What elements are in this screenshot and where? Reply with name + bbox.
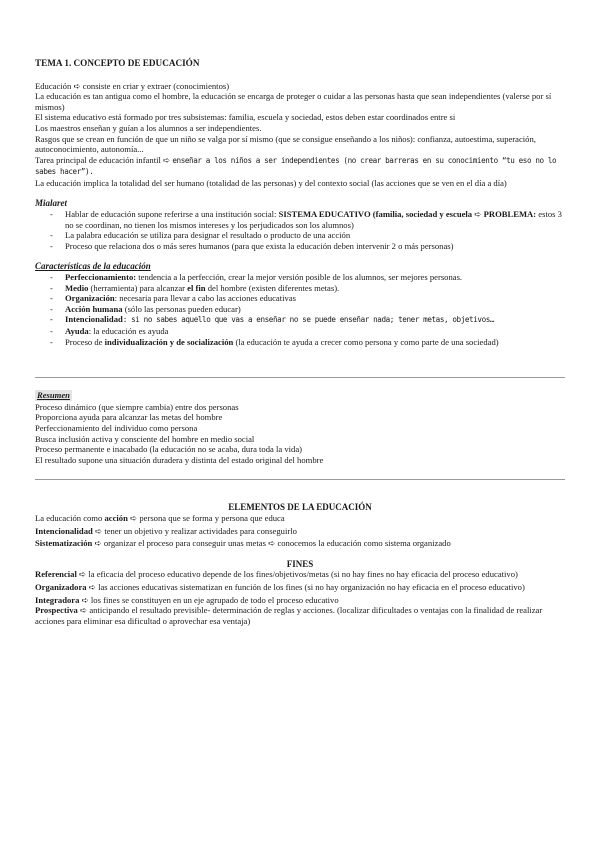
element-key: acción	[104, 513, 128, 523]
summary-line: Proceso permanente e inacabado (la educación no se acaba, dura toda la vida)	[35, 444, 302, 455]
fin-text: las acciones educativas sistematizan en función de los fines (si no hay organización no hay eficacia en el proceso educativo)	[98, 581, 525, 592]
arrow-icon: ➪	[268, 538, 276, 549]
elements-heading: ELEMENTOS DE LA EDUCACIÓN	[228, 502, 372, 513]
arrow-icon: ➪	[474, 209, 482, 220]
element-text: La educación como	[35, 513, 103, 523]
list-item	[35, 209, 565, 230]
item-bold: PROBLEMA:	[483, 209, 537, 220]
arrow-icon: ➪	[130, 513, 138, 523]
element-line	[35, 513, 565, 524]
intro-word: Educación	[35, 80, 72, 91]
item-text: (la educación te ayuda a crecer como persona y como parte de una sociedad)	[235, 336, 499, 347]
element-line	[35, 526, 565, 537]
item-text: tendencia a la perfección, crear la mejor versión posible de los alumnos, ser mejores personas.	[138, 272, 463, 283]
list-item	[35, 314, 565, 326]
intro-line-3: El sistema educativo está formado por tres subsistemas: familia, escuela y sociedad, estos deben estar coordinados entre si	[35, 112, 456, 123]
summary-heading: Resumen	[37, 390, 70, 401]
mialaret-heading: Mialaret	[35, 197, 68, 208]
list-item	[35, 304, 565, 315]
arrow-icon: ➪	[88, 581, 96, 592]
item-text: (herramienta) para alcanzar	[90, 282, 186, 293]
element-text: persona que se forma y persona que educa	[139, 513, 285, 523]
intro-line-2: La educación es tan antigua como el hombre, la educación se encarga de proteger o cuidar a las personas hasta que sean independientes (valerse por sí mismos)	[35, 91, 552, 112]
summary-line: El resultado supone una situación duradera y distinta del estado original del hombre	[35, 454, 324, 465]
item-text: : necesaria para llevar a cabo las acciones educativas	[114, 293, 296, 304]
fin-key: Referencial	[35, 569, 77, 580]
item-handwritten: : si no sabes aquello que vas a enseñar no se puede enseñar nada; tener metas, objetivos…	[122, 315, 495, 325]
fin-text: los fines se constituyen en un eje agrupado de todo el proceso educativo	[90, 594, 339, 605]
element-text: organizar el proceso para conseguir unas metas	[103, 538, 266, 549]
list-item: - La palabra educación se utiliza para designar el resultado o producto de una acción	[35, 230, 565, 241]
characteristics-heading: Características de la educación	[35, 260, 151, 271]
item-key: Ayuda	[65, 326, 89, 337]
item-bold: el fin	[187, 282, 206, 293]
element-key: Sistematización	[35, 538, 93, 549]
list-item	[35, 337, 565, 348]
item-text: del hombre (existen diferentes metas).	[207, 282, 340, 293]
summary-block	[35, 402, 565, 466]
item-key: Medio	[65, 282, 89, 293]
fin-line	[35, 582, 565, 593]
fin-line	[35, 595, 565, 606]
item-bold: individualización y de socialización	[104, 336, 234, 347]
arrow-icon: ➪	[79, 569, 87, 580]
arrow-icon: ➪	[94, 538, 102, 549]
item-text: Hablar de educación supone referirse a una institución social:	[65, 209, 277, 220]
list-item	[35, 326, 565, 337]
arrow-icon: ➪	[94, 525, 103, 536]
mialaret-list	[35, 209, 565, 251]
element-line	[35, 538, 565, 549]
intro-line-1	[35, 81, 565, 92]
fin-text: anticipando el resultado previsible- determinación de reglas y acciones. (localizar dificultades o ventajas con la finalidad de realizar acciones para eliminar esa dificultad o aprovechar esa ventaja)	[35, 605, 543, 626]
summary-line: Proporciona ayuda para alcanzar las metas del hombre	[35, 412, 223, 423]
fin-key: Organizadora	[35, 581, 87, 592]
item-key: Acción humana	[65, 303, 123, 314]
fin-text: la eficacia del proceso educativo depende de los fines/objetivos/metas (si no hay fines no hay eficacia del proceso educativo)	[88, 569, 518, 580]
intro-line-4: Los maestros enseñan y guían a los alumnos a ser independientes.	[35, 122, 262, 133]
task-label: Tarea principal de educación infantil	[35, 154, 161, 165]
arrow-icon: ➪	[79, 605, 88, 616]
characteristics-list	[35, 272, 565, 347]
fin-key: Prospectiva	[35, 605, 78, 616]
intro-line-5: Rasgos que se crean en función de que un niño se valga por sí mismo (que se consigue enseñando a los niños): confianza, autoestima, superación, autoconocimiento, autonomía...	[35, 133, 536, 155]
item-bold: SISTEMA EDUCATIVO (familia, sociedad y escuela	[278, 209, 473, 220]
element-text: conocemos la educación como sistema organizado	[277, 538, 451, 549]
intro-line-6	[35, 155, 565, 178]
summary-line: Busca inclusión activa y consciente del hombre en medio social	[35, 433, 255, 444]
item-key: Intencionalidad	[65, 314, 123, 325]
list-item	[35, 272, 565, 283]
list-item	[35, 283, 565, 294]
list-item	[35, 293, 565, 304]
task-handwritten: enseñar a los niños a ser independientes (no crear barreras en su conocimiento “tu eso no lo sabes hacer”).	[35, 155, 557, 177]
summary-line: Proceso dinámico (que siempre cambia) entre dos personas	[35, 401, 239, 412]
element-key: Intencionalidad	[35, 525, 93, 536]
item-text: Proceso de	[65, 336, 103, 347]
fin-line	[35, 605, 565, 626]
arrow-icon: ➪	[163, 154, 171, 165]
item-text: : la educación es ayuda	[88, 326, 169, 337]
page-title: TEMA 1. CONCEPTO DE EDUCACIÓN	[35, 58, 200, 68]
element-text: tener un objetivo y realizar actividades para conseguirlo	[104, 525, 297, 536]
list-item: - Proceso que relaciona dos o más seres humanos (para que exista la educación deben intervenir 2 o más personas)	[35, 241, 565, 252]
item-key: Organización	[65, 293, 115, 304]
item-key: Perfeccionamiento:	[65, 272, 137, 283]
fin-key: Integradora	[35, 594, 80, 605]
item-text: (sólo las personas pueden educar)	[124, 303, 241, 314]
arrow-icon: ➪	[73, 80, 81, 91]
summary-line: Perfeccionamiento del individuo como persona	[35, 423, 198, 434]
fin-line	[35, 569, 565, 580]
document-page	[35, 58, 565, 626]
intro-line-7: La educación implica la totalidad del ser humano (totalidad de las personas) y del contexto social (las acciones que se ven en el día a día)	[35, 177, 507, 188]
intro-definition: consiste en criar y extraer (conocimientos)	[82, 80, 230, 91]
item-text: estos 3 no se coordinan, no tienen los mismos intereses y los perjudicados son los alumnos)	[65, 209, 562, 230]
arrow-icon: ➪	[81, 594, 89, 605]
fines-heading: FINES	[286, 558, 314, 569]
